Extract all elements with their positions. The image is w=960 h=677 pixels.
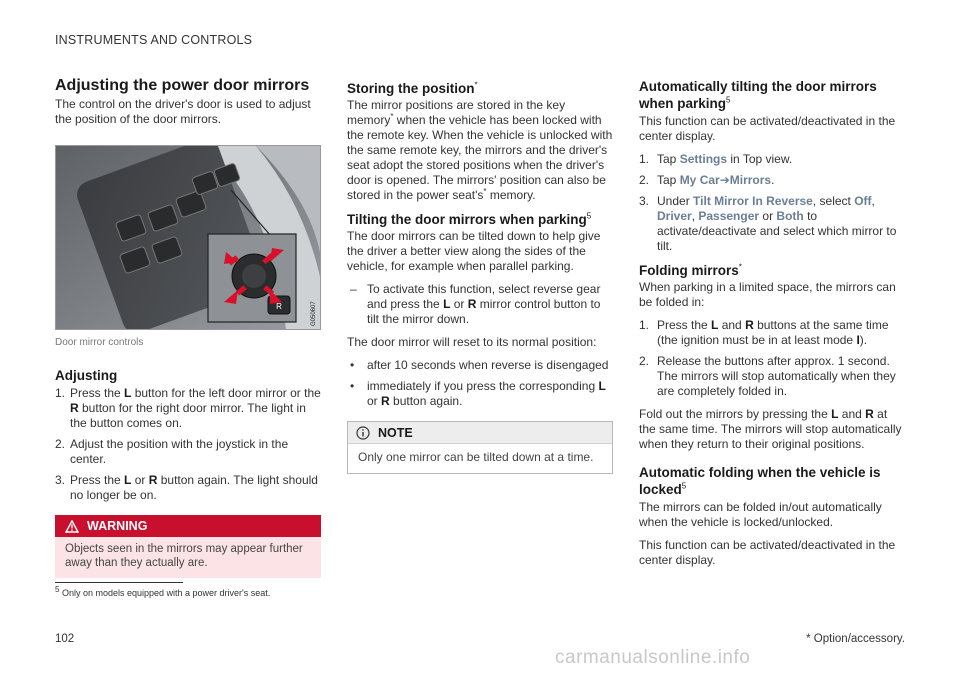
folding-steps [639,318,905,399]
storing-heading: Storing the position* [347,80,478,96]
info-circle-icon [356,426,370,440]
door-mirror-controls-figure [55,145,321,330]
adjusting-heading: Adjusting [55,368,118,383]
list-item: 2. Release the buttons after approx. 1 second. The mirrors will stop automatically when they are completely folded in. [639,354,896,398]
warning-text: Objects seen in the mirrors may appear further away than they actually are. [65,543,303,569]
list-item: 2. Tap My Car➔Mirrors. [639,173,775,187]
autofold-text-1: The mirrors can be folded in/out automatically when the vehicle is locked/unlocked. [639,500,882,529]
auto-tilt-steps [639,152,905,254]
foldout-text: Fold out the mirrors by pressing the L and R at the same time. The mirrors will stop automatically when they return to their original positions. [639,407,902,451]
svg-text:R: R [276,302,282,311]
tilting-text: The door mirrors can be tilted down to help give the driver a better view along the sides of the vehicle, for example when parallel parking. [347,229,601,273]
warning-triangle-icon [65,520,79,533]
watermark: carmanualsonline.info [555,647,751,668]
column-right [639,78,905,576]
arrow-right-icon: ➔ [719,173,730,187]
door-mirror-controls-illustration [56,146,321,330]
page-number: 102 [55,633,75,645]
list-item: 1. Press the L and R buttons at the same time (the ignition must be in at least mode I). [639,318,889,347]
list-item: 3. Press the L or R button again. The light should no longer be on. [55,473,318,502]
adjusting-steps [55,386,321,503]
reset-text: The door mirror will reset to its normal position: [347,335,597,349]
list-item: 2. Adjust the position with the joystick in the center. [55,437,289,466]
auto-tilt-text: This function can be activated/deactivated in the center display. [639,114,896,143]
tilting-steps [347,282,613,327]
footnote: 5 Only on models equipped with a power driver's seat. [55,585,271,598]
list-item: 3. Under Tilt Mirror In Reverse, select Off, Driver, Passenger or Both to activate/deactivate and select which mirror to tilt. [639,194,897,253]
list-item: • immediately if you press the corresponding L or R button again. [350,379,606,408]
list-item: • after 10 seconds when reverse is disengaged [350,358,609,372]
page-header: INSTRUMENTS AND CONTROLS [55,33,253,47]
autofold-heading: Automatic folding when the vehicle is locked$^5$ [639,465,881,497]
autofold-text-2: This function can be activated/deactivated in the center display. [639,538,896,567]
note-text: Only one mirror can be tilted down at a time. [358,450,594,464]
reset-list [347,358,613,409]
folding-text: When parking in a limited space, the mirrors can be folded in: [639,280,896,309]
list-item: 1. Press the L button for the left door mirror or the R button for the right door mirror. The light in the button comes on. [55,386,321,430]
auto-tilt-heading: Automatically tilting the door mirrors when parking$^5$ [639,79,877,111]
list-item: – To activate this function, select reverse gear and press the L or R mirror control button to tilt the mirror down. [350,282,601,326]
intro-text: The control on the driver's door is used to adjust the position of the door mirrors. [55,97,311,126]
folding-heading: Folding mirrors* [639,262,742,278]
column-left [55,74,321,578]
tilting-heading: Tilting the door mirrors when parking$^5$ [347,211,592,227]
warning-box [55,515,321,578]
option-accessory-note: * Option/accessory. [806,633,905,645]
column-middle [347,80,613,474]
warning-header: WARNING [55,515,321,537]
list-item: 1. Tap Settings in Top view. [639,152,793,166]
footnote-divider [55,582,183,583]
figure-id: G050607 [311,301,317,326]
figure-caption: Door mirror controls [55,337,144,348]
note-header: NOTE [348,422,612,444]
storing-text: The mirror positions are stored in the key memory* when the vehicle has been locked with the remote key. When the vehicle is unlocked with the same remote key, the mirrors and the driver's seat adopt the stored positions when the driver's door is opened. The mirrors' position can also be stored in the power seat's* memory. [347,98,613,202]
section-title: Adjusting the power door mirrors [55,77,310,94]
note-box [347,421,613,474]
